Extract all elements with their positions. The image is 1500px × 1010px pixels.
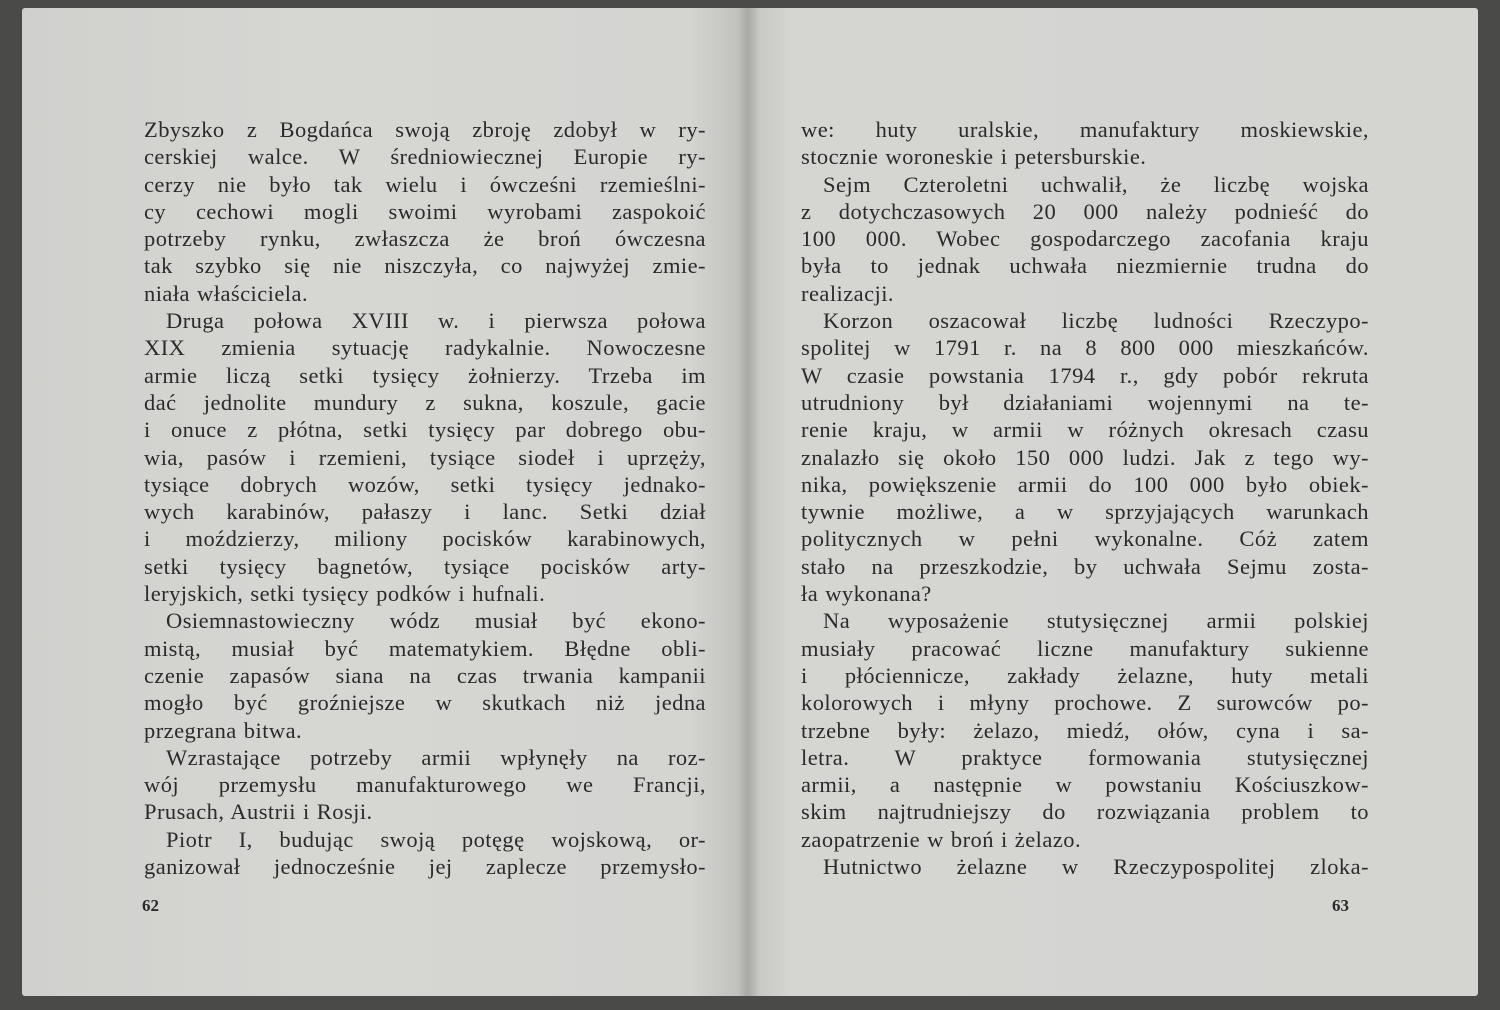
text-line: potrzeby rynku, zwłaszcza że broń ówczesna [144,226,706,252]
text-line: i moździerzy, miliony pocisków karabinowych, [144,526,706,552]
text-line: setki tysięcy bagnetów, tysiące pocisków arty- [144,553,706,579]
text-line: znalazło się około 150 000 ludzi. Jak z tego wy- [801,444,1369,470]
text-line: mistą, musiał być matematykiem. Błędne obli- [144,635,706,661]
book-gutter [738,8,760,996]
text-line: wój przemysłu manufakturowego we Francji, [144,772,706,798]
text-line: realizacji. [801,280,895,306]
left-page-number: 62 [142,896,159,915]
text-line: nika, powiększenie armii do 100 000 było obiek- [801,471,1369,497]
text-line: leryjskich, setki tysięcy podków i hufnali. [144,581,546,607]
text-line: cerskiej walce. W średniowiecznej Europie ry- [144,144,706,170]
text-line: stało na przeszkodzie, by uchwała Sejmu zosta- [801,553,1369,579]
text-line: Wzrastające potrzeby armii wpłynęły na roz- [166,744,706,770]
text-line: z dotychczasowych 20 000 należy podnieść do [801,198,1369,224]
text-line: wych karabinów, pałaszy i lanc. Setki dział [144,499,706,525]
text-line: spolitej w 1791 r. na 8 800 000 mieszkańców. [801,335,1369,361]
text-line: Na wyposażenie stutysięcznej armii polskiej [823,608,1369,634]
right-page-text [801,116,1369,880]
text-line: cerzy nie było tak wielu i ówcześni rzemieślni- [144,171,706,197]
right-page-number: 63 [1332,896,1349,915]
book-spread [22,8,1478,996]
text-line: tywnie możliwe, a w sprzyjających warunkach [801,499,1369,525]
text-line: stocznie woroneskie i petersburskie. [801,144,1147,170]
text-line: XIX zmienia sytuację radykalnie. Nowoczesne [144,335,706,361]
text-line: czenie zapasów siana na czas trwania kampanii [144,662,706,688]
text-line: trzebne były: żelazo, miedź, ołów, cyna i sa- [801,717,1369,743]
text-line: utrudniony był działaniami wojennymi na te- [801,389,1369,415]
text-line: skim najtrudniejszy do rozwiązania problem to [801,799,1369,825]
text-line: 100 000. Wobec gospodarczego zacofania kraju [801,226,1369,252]
text-line: wia, pasów i rzemieni, tysiące siodeł i uprzęży, [144,444,706,470]
text-line: Osiemnastowieczny wódz musiał być ekono- [166,608,706,634]
text-line: musiały pracować liczne manufaktury sukienne [801,635,1369,661]
text-line: cy cechowi mogli swoimi wyrobami zaspokoić [144,198,706,224]
text-line: i płóciennicze, zakłady żelazne, huty metali [801,662,1369,688]
text-line: Hutnictwo żelazne w Rzeczypospolitej zloka- [823,854,1369,880]
text-line: była to jednak uchwała niezmiernie trudna do [801,253,1369,279]
text-line: tak szybko się nie niszczyła, co najwyżej zmie- [144,253,706,279]
text-line: dać jednolite mundury z sukna, koszule, gacie [144,389,706,415]
text-line: niała właściciela. [144,280,309,306]
text-line: armii, a następnie w powstaniu Kościuszkow- [801,772,1369,798]
text-line: Korzon oszacował liczbę ludności Rzeczypo- [823,308,1369,334]
text-line: zaopatrzenie w broń i żelazo. [801,826,1082,852]
text-line: W czasie powstania 1794 r., gdy pobór rekruta [801,362,1369,388]
text-line: kolorowych i młyny prochowe. Z surowców po- [801,690,1369,716]
text-line: Zbyszko z Bogdańca swoją zbroję zdobył w ry- [144,117,706,142]
text-line: Sejm Czteroletni uchwalił, że liczbę wojska [823,171,1369,197]
text-line: letra. W praktyce formowania stutysięcznej [801,744,1369,770]
text-line: Prusach, Austrii i Rosji. [144,799,373,825]
text-line: mogło być groźniejsze w skutkach niż jedna [144,690,706,716]
text-line: i onuce z płótna, setki tysięcy par dobrego obu- [144,417,706,443]
left-page [22,8,748,996]
right-page [748,8,1478,996]
text-line: ła wykonana? [801,581,932,607]
text-line: ganizował jednocześnie jej zaplecze przemysło- [144,854,706,880]
left-page-text [144,116,706,880]
text-line: Druga połowa XVIII w. i pierwsza połowa [166,308,706,334]
text-line: we: huty uralskie, manufaktury moskiewskie, [801,117,1369,142]
text-line: Piotr I, budując swoją potęgę wojskową, or- [166,826,706,852]
text-line: przegrana bitwa. [144,717,303,743]
text-line: politycznych w pełni wykonalne. Cóż zatem [801,526,1369,552]
text-line: tysiące dobrych wozów, setki tysięcy jednako- [144,471,706,497]
text-line: renie kraju, w armii w różnych okresach czasu [801,417,1369,443]
text-line: armie liczą setki tysięcy żołnierzy. Trzeba im [144,362,706,388]
